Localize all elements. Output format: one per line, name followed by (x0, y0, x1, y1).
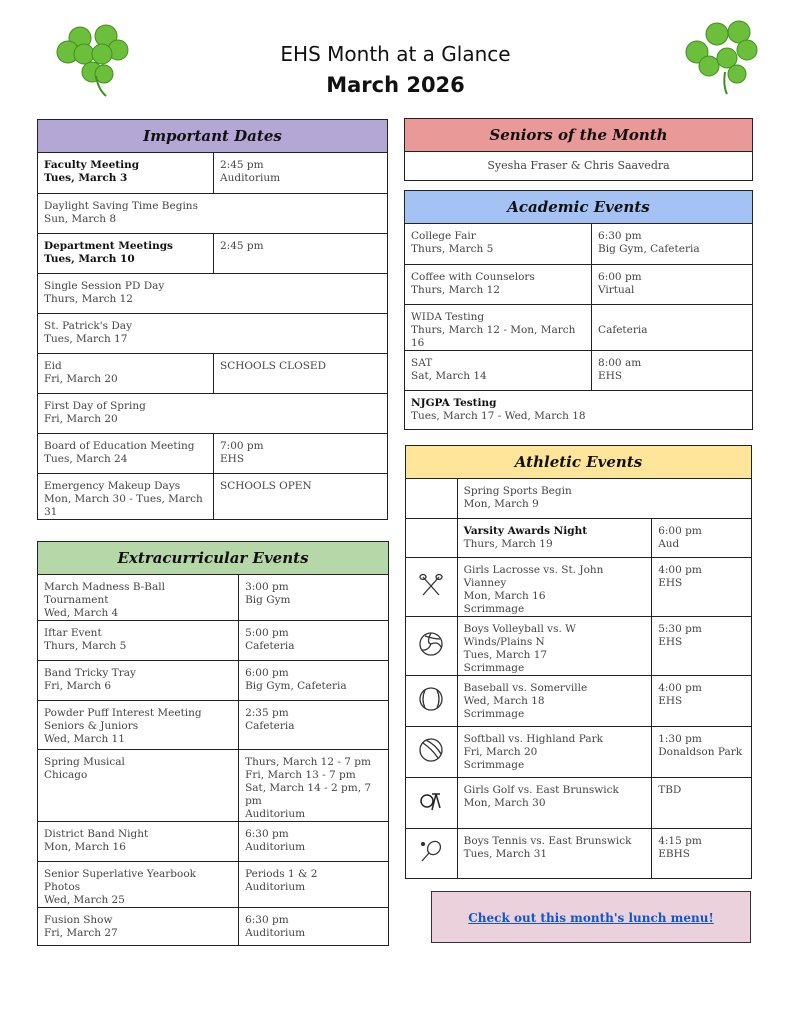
cell-title: District Band Night (44, 828, 149, 840)
cell-detail: Mon, March 16 (44, 841, 126, 853)
cell-title: Fusion Show (44, 914, 113, 926)
event-cell (38, 353, 214, 393)
event-cell (405, 304, 592, 350)
event-cell (38, 908, 239, 945)
athletic-table (406, 479, 751, 878)
event-cell (457, 518, 652, 557)
lunch-menu-link[interactable]: Check out this month's lunch menu! (468, 911, 714, 925)
event-cell (405, 390, 752, 429)
cell-title: Eid (44, 359, 62, 372)
senior-names: Syesha Fraser & Chris Saavedra (487, 159, 670, 172)
event-cell (405, 350, 592, 390)
cell-detail: Auditorium (245, 841, 306, 853)
athletic-events-section (405, 445, 752, 879)
table-row (38, 233, 387, 273)
table-row (405, 350, 752, 390)
table-row (38, 575, 388, 621)
section-header: Extracurricular Events (38, 542, 388, 575)
cell-title: Board of Education Meeting (44, 439, 195, 452)
cell-detail: EHS (598, 369, 623, 382)
important-table (38, 153, 387, 519)
time-location-cell (239, 750, 388, 822)
cell-title: Coffee with Counselors (411, 270, 535, 283)
cell-title: 7:00 pm (220, 439, 264, 452)
table-row (406, 777, 751, 828)
event-cell (38, 313, 387, 353)
cell-detail: Thurs, March 12 (411, 283, 500, 296)
seniors-of-month-section (404, 118, 753, 181)
table-row (405, 304, 752, 350)
extracurricular-events-section (37, 541, 389, 946)
time-location-cell (239, 862, 388, 908)
cell-title: Senior Superlative Yearbook Photos (44, 868, 197, 893)
cell-detail: Tues, March 31 (463, 847, 548, 860)
cell-title: SCHOOLS OPEN (220, 479, 312, 492)
time-location-cell (592, 224, 752, 264)
cell-detail: Chicago (44, 769, 88, 781)
event-cell (38, 193, 387, 233)
tennis-icon (406, 828, 457, 878)
cell-detail: Thurs, March 12 (44, 292, 133, 305)
cell-detail: Virtual (598, 283, 635, 296)
time-location-cell (239, 908, 388, 945)
cell-detail: Scrimmage (463, 661, 525, 674)
cell-title: SCHOOLS CLOSED (220, 359, 326, 372)
event-cell (38, 473, 214, 519)
event-cell (457, 726, 652, 777)
cell-title: Thurs, March 12 - 7 pm (245, 756, 371, 768)
table-row (38, 393, 387, 433)
cell-detail: Scrimmage (463, 602, 525, 615)
time-location-cell (214, 233, 388, 273)
cell-title: Varsity Awards Night (463, 524, 588, 537)
table-row (406, 726, 751, 777)
cell-title: 2:45 pm (220, 239, 264, 252)
cell-detail: Wed, March 11 (44, 733, 125, 745)
cell-detail: Mon, March 16 (463, 589, 546, 602)
cell-detail: Thurs, March 12 - Mon, March 16 (411, 323, 576, 349)
event-cell (38, 273, 387, 313)
cell-title: Softball vs. Highland Park (463, 732, 603, 745)
cell-detail: Cafeteria (245, 640, 295, 652)
time-location-cell (239, 701, 388, 750)
cell-title: 4:00 pm (658, 681, 702, 694)
cell-title: College Fair (411, 230, 476, 242)
cell-title: 2:35 pm (245, 707, 289, 719)
time-location-cell (652, 616, 751, 675)
volleyball-icon (406, 616, 457, 675)
cell-title: March Madness B-Ball Tournament (44, 581, 165, 606)
cell-title: Faculty Meeting (44, 159, 140, 171)
academic-events-section (404, 190, 753, 430)
cell-title: 6:30 pm (245, 914, 289, 926)
cell-detail: Big Gym, Cafeteria (245, 680, 347, 692)
time-location-cell (239, 575, 388, 621)
cell-title: First Day of Spring (44, 399, 146, 412)
time-location-cell (652, 726, 751, 777)
table-row (406, 828, 751, 878)
event-cell (38, 393, 387, 433)
page-title: EHS Month at a Glance (280, 42, 511, 66)
cell-detail: Mon, March 30 (463, 796, 546, 809)
cell-detail: Tues, March 17 (463, 648, 548, 661)
time-location-cell (214, 153, 388, 193)
event-cell (38, 701, 239, 750)
academic-table (405, 224, 752, 429)
event-cell (38, 233, 214, 273)
cell-title: Single Session PD Day (44, 279, 165, 292)
cell-detail: Seniors & Juniors (44, 720, 139, 732)
cell-detail: Fri, March 13 - 7 pm (245, 769, 356, 781)
cell-title: Band Tricky Tray (44, 667, 136, 679)
table-row (38, 353, 387, 393)
cell-detail: Thurs, March 5 (411, 243, 494, 255)
event-cell (38, 433, 214, 473)
cell-title (598, 311, 746, 324)
section-header: Athletic Events (406, 446, 751, 479)
time-location-cell (592, 304, 752, 350)
cell-detail: Fri, March 6 (44, 680, 112, 692)
table-row (38, 621, 388, 661)
cell-detail: Big Gym (245, 594, 291, 606)
cell-detail: Tues, March 24 (44, 452, 128, 465)
event-cell (38, 822, 239, 862)
time-location-cell (652, 777, 751, 828)
cell-detail: Cafeteria (598, 323, 648, 336)
blank-icon-cell (406, 479, 457, 518)
cell-detail: Aud (658, 537, 680, 550)
time-location-cell (652, 557, 751, 616)
cell-detail: Thurs, March 19 (463, 537, 553, 550)
table-row (406, 675, 751, 726)
extra-table (38, 575, 388, 945)
table-row (38, 473, 387, 519)
blank-icon-cell (406, 518, 457, 557)
table-row (405, 390, 752, 429)
cell-title: Powder Puff Interest Meeting (44, 707, 202, 719)
event-cell (457, 828, 652, 878)
section-header: Seniors of the Month (405, 119, 752, 152)
cell-title: Spring Sports Begin (463, 485, 572, 497)
cell-title: 2:45 pm (220, 159, 264, 171)
event-cell (405, 224, 592, 264)
table-row (38, 862, 388, 908)
cell-title: 4:00 pm (658, 563, 702, 576)
cell-title: 6:00 pm (598, 270, 642, 283)
cell-title: Boys Volleyball vs. W Winds/Plains N (463, 622, 576, 648)
event-cell (38, 575, 239, 621)
cell-detail: Sun, March 8 (44, 212, 117, 225)
time-location-cell (652, 675, 751, 726)
time-location-cell (592, 350, 752, 390)
cell-title: SAT (411, 356, 433, 369)
time-location-cell (239, 822, 388, 862)
table-row (38, 153, 387, 193)
cell-title: 5:00 pm (245, 627, 289, 639)
cell-detail: Tues, March 17 - Wed, March 18 (411, 409, 586, 422)
cell-detail: Cafeteria (245, 720, 295, 732)
time-location-cell (239, 661, 388, 701)
table-row (406, 518, 751, 557)
table-row (38, 433, 387, 473)
event-cell (457, 479, 751, 518)
time-location-cell (214, 473, 388, 519)
cell-detail: Tues, March 3 (44, 172, 128, 184)
golf-icon (406, 777, 457, 828)
cell-detail: Fri, March 20 (463, 745, 538, 758)
table-row (38, 908, 388, 945)
cell-title: NJGPA Testing (411, 396, 497, 409)
cell-detail: EHS (658, 635, 683, 648)
table-row (38, 273, 387, 313)
time-location-cell (214, 433, 388, 473)
cell-detail: Tues, March 10 (44, 252, 135, 265)
table-row (38, 661, 388, 701)
table-row (405, 224, 752, 264)
table-row (406, 616, 751, 675)
table-row (38, 193, 387, 233)
cell-title: Girls Golf vs. East Brunswick (463, 783, 619, 796)
cell-detail: Wed, March 25 (44, 894, 125, 906)
cell-detail: EBHS (658, 847, 690, 860)
cell-title: Girls Lacrosse vs. St. John Vianney (463, 563, 604, 589)
baseball-icon (406, 675, 457, 726)
cell-detail: Wed, March 4 (44, 607, 119, 619)
cell-title: Boys Tennis vs. East Brunswick (463, 834, 632, 847)
cell-title: St. Patrick's Day (44, 319, 133, 332)
cell-detail: Auditorium (245, 927, 306, 939)
cell-detail: Sat, March 14 (411, 369, 487, 382)
event-cell (405, 264, 592, 304)
event-cell (38, 862, 239, 908)
cell-title: 6:30 pm (598, 230, 642, 242)
softball-icon (406, 726, 457, 777)
table-row (38, 313, 387, 353)
event-cell (38, 661, 239, 701)
event-cell (38, 621, 239, 661)
cell-detail: Wed, March 18 (463, 694, 545, 707)
cell-detail: Fri, March 20 (44, 412, 118, 425)
table-row (406, 557, 751, 616)
event-cell (38, 153, 214, 193)
cell-detail: Mon, March 9 (463, 498, 539, 510)
cell-detail: Sat, March 14 - 2 pm, 7 pm (245, 782, 372, 807)
time-location-cell (592, 264, 752, 304)
cell-detail: Fri, March 20 (44, 372, 118, 385)
time-location-cell (214, 353, 388, 393)
cell-detail: Scrimmage (463, 707, 525, 720)
table-row (38, 701, 388, 750)
cell-title: Daylight Saving Time Begins (44, 199, 198, 212)
table-row (38, 822, 388, 862)
lacrosse-icon (406, 557, 457, 616)
cell-title: Iftar Event (44, 627, 102, 639)
cell-detail: Donaldson Park (658, 745, 743, 758)
cell-detail: Fri, March 27 (44, 927, 118, 939)
cell-detail: Auditorium (220, 172, 281, 184)
event-cell (457, 557, 652, 616)
cell-title: 3:00 pm (245, 581, 289, 593)
event-cell (457, 675, 652, 726)
cell-detail: Thurs, March 5 (44, 640, 127, 652)
cell-detail: Scrimmage (463, 758, 525, 771)
cell-detail: EHS (658, 576, 683, 589)
event-cell (38, 750, 239, 822)
important-dates-section (37, 119, 388, 520)
cell-title: TBD (658, 783, 682, 796)
section-header: Important Dates (38, 120, 387, 153)
time-location-cell (652, 518, 751, 557)
event-cell (457, 616, 652, 675)
cell-detail: Tues, March 17 (44, 332, 128, 345)
page-subtitle: March 2026 (326, 73, 465, 97)
cell-title: 6:30 pm (245, 828, 289, 840)
cell-title: Department Meetings (44, 239, 173, 252)
cell-detail: Auditorium (245, 808, 306, 820)
cell-title: Emergency Makeup Days (44, 479, 181, 492)
cell-title: 5:30 pm (658, 622, 702, 635)
cell-title: WIDA Testing (411, 310, 485, 323)
cell-detail: Big Gym, Cafeteria (598, 243, 700, 255)
lunch-menu-box (431, 891, 751, 943)
event-cell (457, 777, 652, 828)
cell-title: Periods 1 & 2 (245, 868, 318, 880)
cell-detail: EHS (658, 694, 683, 707)
table-row (405, 264, 752, 304)
cell-detail: EHS (220, 452, 245, 465)
cell-title: 8:00 am (598, 356, 642, 369)
cell-title: Spring Musical (44, 756, 125, 768)
cell-detail: Mon, March 30 - Tues, March 31 (44, 492, 203, 518)
section-header: Academic Events (405, 191, 752, 224)
cell-title: 6:00 pm (658, 524, 702, 537)
time-location-cell (652, 828, 751, 878)
cell-title: Baseball vs. Somerville (463, 681, 588, 694)
cell-title: 4:15 pm (658, 834, 702, 847)
table-row (38, 750, 388, 822)
cell-detail: Auditorium (245, 881, 306, 893)
table-row (406, 479, 751, 518)
cell-title: 6:00 pm (245, 667, 289, 679)
cell-title: 1:30 pm (658, 732, 702, 745)
time-location-cell (239, 621, 388, 661)
